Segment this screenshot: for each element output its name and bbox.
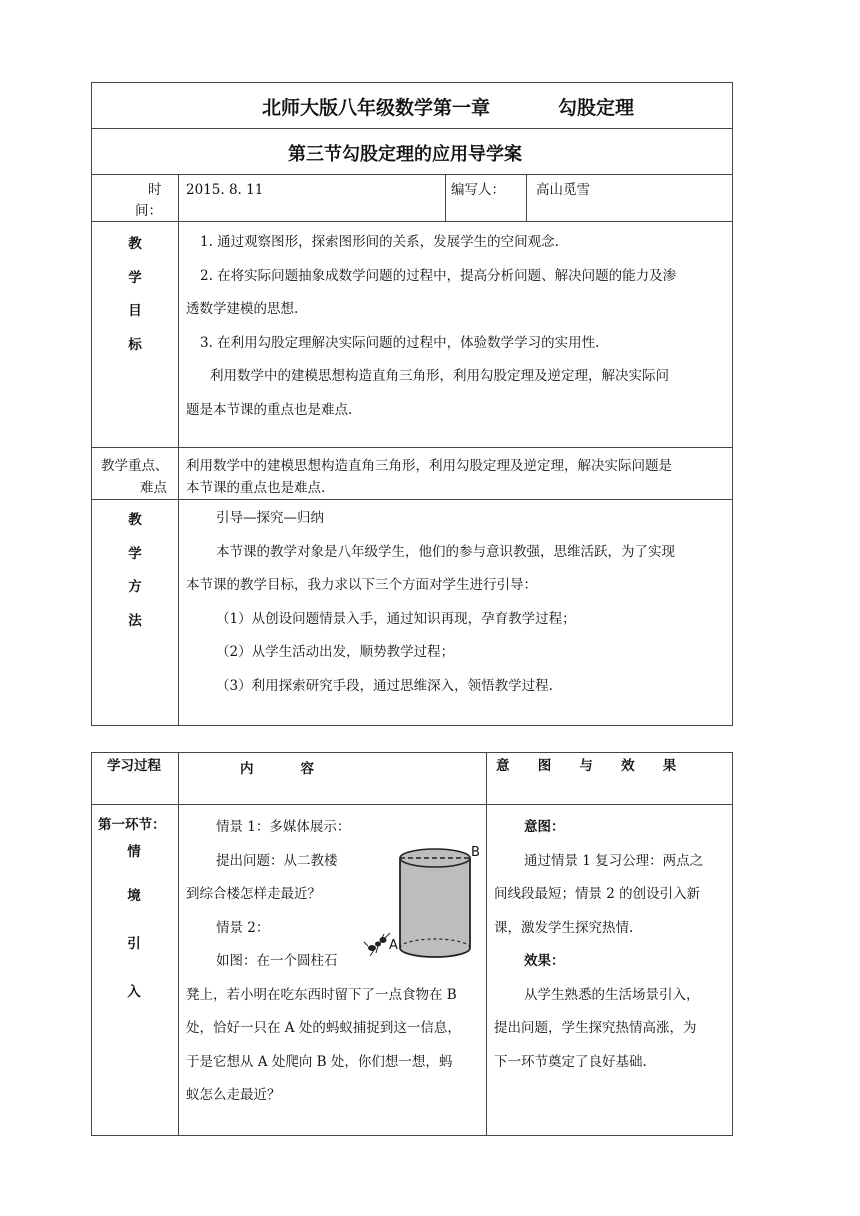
method-line: 引导—探究—归纳 bbox=[216, 510, 324, 526]
method-line: 本节课的教学目标，我力求以下三个方面对学生进行引导： bbox=[186, 577, 537, 593]
intent-title: 意图： bbox=[524, 819, 565, 835]
goal-line: 3. 在利用勾股定理解决实际问题的过程中，体验数学学习的实用性. bbox=[200, 335, 600, 351]
author-value: 高山觅雪 bbox=[536, 182, 590, 198]
goal-line: 1. 通过观察图形，探索图形间的关系，发展学生的空间观念. bbox=[200, 234, 559, 250]
time-value: 2015. 8. 11 bbox=[186, 182, 264, 198]
keypoints-label: 难点 bbox=[140, 480, 167, 496]
method-line: （3）利用探索研究手段，通过思维深入，领悟教学过程. bbox=[216, 678, 553, 694]
time-label-1: 时 bbox=[148, 182, 162, 198]
methods-label-char: 方 bbox=[128, 579, 142, 595]
intent-line: 课，激发学生探究热情. bbox=[494, 920, 634, 936]
content-line: 处，恰好一只在 A 处的蚂蚁捕捉到这一信息， bbox=[186, 1020, 461, 1036]
intent-line: 间线段最短；情景 2 的创设引入新 bbox=[494, 886, 701, 902]
process-header: 学习过程 bbox=[107, 758, 161, 774]
content-line: 于是它想从 A 处爬向 B 处，你们想一想，蚂 bbox=[186, 1054, 453, 1070]
content-line: 到综合楼怎样走最近？ bbox=[186, 886, 321, 902]
stage-char: 引 bbox=[127, 936, 141, 952]
keypoints-label: 教学重点、 bbox=[101, 458, 169, 474]
method-line: 本节课的教学对象是八年级学生，他们的参与意识教强，思维活跃，为了实现 bbox=[216, 544, 675, 560]
stage-char: 情 bbox=[127, 844, 141, 860]
goals-label-char: 学 bbox=[128, 270, 142, 286]
content-line: 情景 1：多媒体展示： bbox=[216, 819, 351, 835]
course-title: 北师大版八年级数学第一章 bbox=[262, 97, 491, 119]
method-line: （1）从创设问题情景入手，通过知识再现，孕育教学过程； bbox=[216, 611, 576, 627]
content-header: 内 容 bbox=[240, 761, 314, 777]
goal-line: 题是本节课的重点也是难点. bbox=[186, 402, 353, 418]
methods-label-char: 教 bbox=[128, 512, 142, 528]
time-label-2: 间： bbox=[135, 203, 162, 219]
goal-line: 利用数学中的建模思想构造直角三角形，利用勾股定理及逆定理，解决实际问 bbox=[210, 368, 669, 384]
content-line: 凳上，若小明在吃东西时留下了一点食物在 B bbox=[186, 987, 457, 1003]
effect-title: 效果： bbox=[524, 953, 565, 969]
intent-header: 意 图 与 效 果 bbox=[496, 758, 677, 774]
content-line: 如图：在一个圆柱石 bbox=[216, 953, 338, 969]
content-line: 情景 2： bbox=[216, 920, 270, 936]
effect-line: 提出问题，学生探究热情高涨，为 bbox=[494, 1020, 697, 1036]
goal-line: 透数学建模的思想. bbox=[186, 301, 299, 317]
goals-label-char: 标 bbox=[128, 337, 142, 353]
content-line: 提出问题：从二教楼 bbox=[216, 853, 338, 869]
author-label: 编写人： bbox=[451, 182, 505, 198]
goals-label-char: 目 bbox=[128, 303, 142, 319]
page-title: 第三节勾股定理的应用导学案 bbox=[288, 144, 522, 165]
keypoints-text: 本节课的重点也是难点. bbox=[186, 480, 326, 496]
methods-label-char: 学 bbox=[128, 546, 142, 562]
effect-line: 从学生熟悉的生活场景引入， bbox=[524, 987, 700, 1003]
stage-label: 第一环节： bbox=[98, 817, 166, 833]
content-line: 蚁怎么走最近？ bbox=[186, 1087, 281, 1103]
figure-label-a: A bbox=[389, 938, 398, 953]
ant-icon bbox=[364, 933, 390, 956]
goal-line: 2. 在将实际问题抽象成数学问题的过程中，提高分析问题、解决问题的能力及渗 bbox=[200, 268, 677, 284]
keypoints-text: 利用数学中的建模思想构造直角三角形，利用勾股定理及逆定理，解决实际问题是 bbox=[186, 458, 672, 474]
stage-char: 境 bbox=[127, 888, 141, 904]
goals-label-char: 教 bbox=[128, 236, 142, 252]
intent-line: 通过情景 1 复习公理：两点之 bbox=[524, 853, 704, 869]
figure-label-b: B bbox=[471, 845, 480, 860]
chapter-title: 勾股定理 bbox=[558, 97, 635, 119]
methods-label-char: 法 bbox=[128, 613, 142, 629]
stage-char: 入 bbox=[127, 984, 141, 1000]
method-line: （2）从学生活动出发，顺势教学过程； bbox=[216, 644, 455, 660]
effect-line: 下一环节奠定了良好基础. bbox=[494, 1054, 647, 1070]
